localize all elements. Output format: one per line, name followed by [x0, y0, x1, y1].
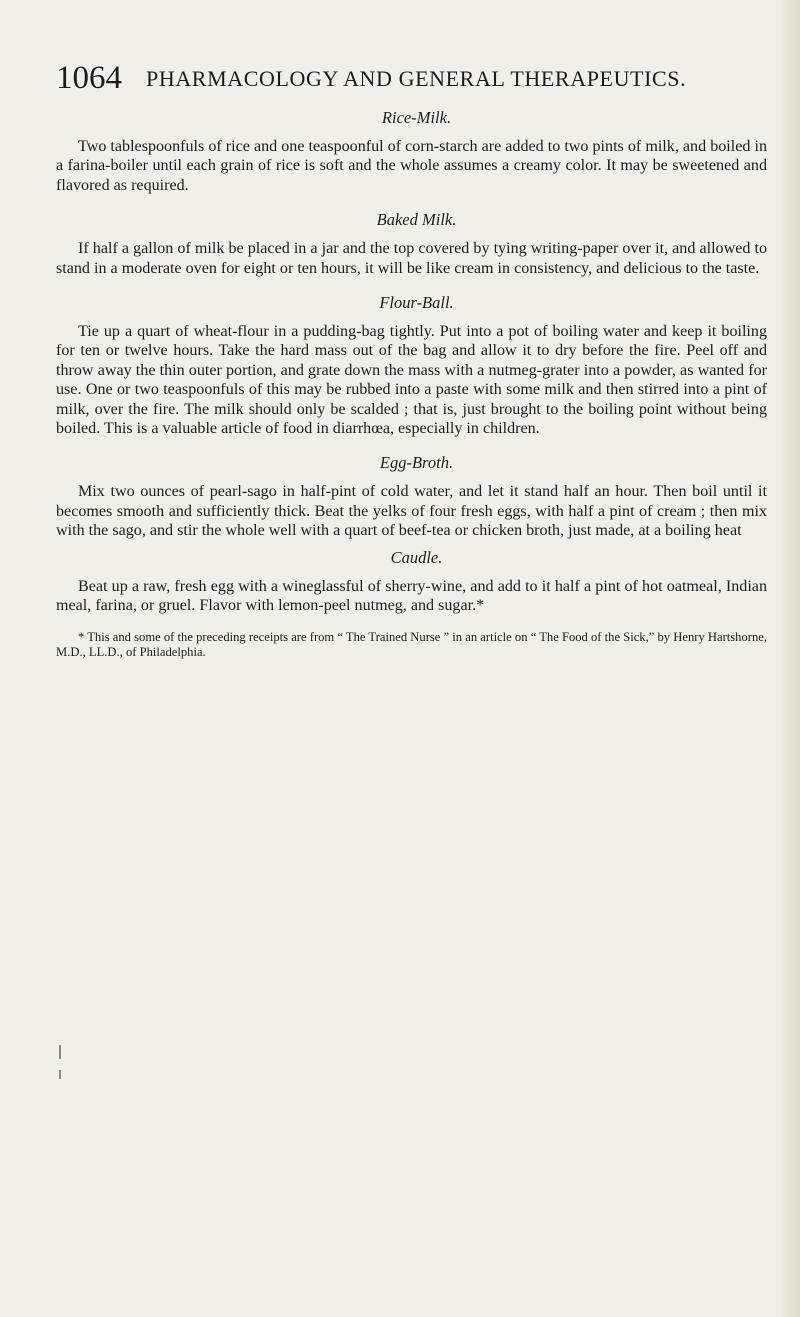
section-paragraph: Two tablespoonfuls of rice and one teaspoonful of corn-starch are added to two pints of milk, and boiled in a farina-boiler until each grain of rice is soft and the whole assumes a creamy color. It may be sweetened and flavored as required. [56, 138, 767, 194]
section-title: Egg-Broth. [379, 453, 454, 473]
footnote: * This and some of the preceding receipts are from “ The Trained Nurse ” in an article on “ The Food of the Sick,” by Henry Hartshorne, M.D., LL.D., of Philadelphia. [56, 629, 767, 659]
page-header [56, 60, 756, 100]
page-number: 1064 [56, 60, 122, 96]
section-title: Rice-Milk. [381, 108, 452, 127]
section-title: Caudle. [390, 547, 443, 567]
page-edge-shadow [778, 0, 800, 1317]
section-paragraph: If half a gallon of milk be placed in a jar and the top covered by tying writing-paper over it, and allowed to stand in a moderate oven for eight or ten hours, it will be like cream in consistency, and delicious to the taste. [56, 240, 767, 277]
section-rice-milk [56, 107, 767, 195]
section-paragraph: Tie up a quart of wheat-flour in a pudding-bag tightly. Put into a pot of boiling water and keep it boiling for ten or twelve hours. Take the hard mass out of the bag and allow it to dry before the fire. Peel off and throw away the thin outer portion, and grate down the mass with a nutmeg-grater into a powder, as wanted for use. One or two teaspoonfuls of this may be rubbed into a paste with some milk and then stirred into a pint of milk, over the fire. The milk should only be scalded ; that is, just brought to the boiling point without being boiled. This is a valuable article of food in diarrhœa, especially in children. [56, 323, 767, 438]
section-flour-ball [56, 292, 767, 438]
running-head: PHARMACOLOGY AND GENERAL THERAPEUTICS. [146, 66, 687, 91]
section-baked-milk [56, 209, 767, 278]
section-paragraph: Mix two ounces of pearl-sago in half-pint of cold water, and let it stand half an hour. Then boil until it becomes smooth and sufficiently thick. Beat the yelks of four fresh eggs, with half a pint of cream ; then mix with the sago, and stir the whole well with a quart of beef-tea or chicken broth, just made, at a boiling heat [56, 483, 767, 540]
section-caudle [56, 547, 767, 616]
section-paragraph: Beat up a raw, fresh egg with a wineglassful of sherry-wine, and add to it half a pint of hot oatmeal, Indian meal, farina, or gruel. Flavor with lemon-peel nutmeg, and sugar.* [56, 577, 767, 615]
section-egg-broth [56, 452, 767, 540]
stray-ink-mark [59, 1045, 61, 1059]
page-body [56, 107, 767, 660]
section-title: Flour-Ball. [379, 293, 454, 313]
section-title: Baked Milk. [376, 210, 457, 230]
stray-ink-mark [59, 1070, 61, 1079]
